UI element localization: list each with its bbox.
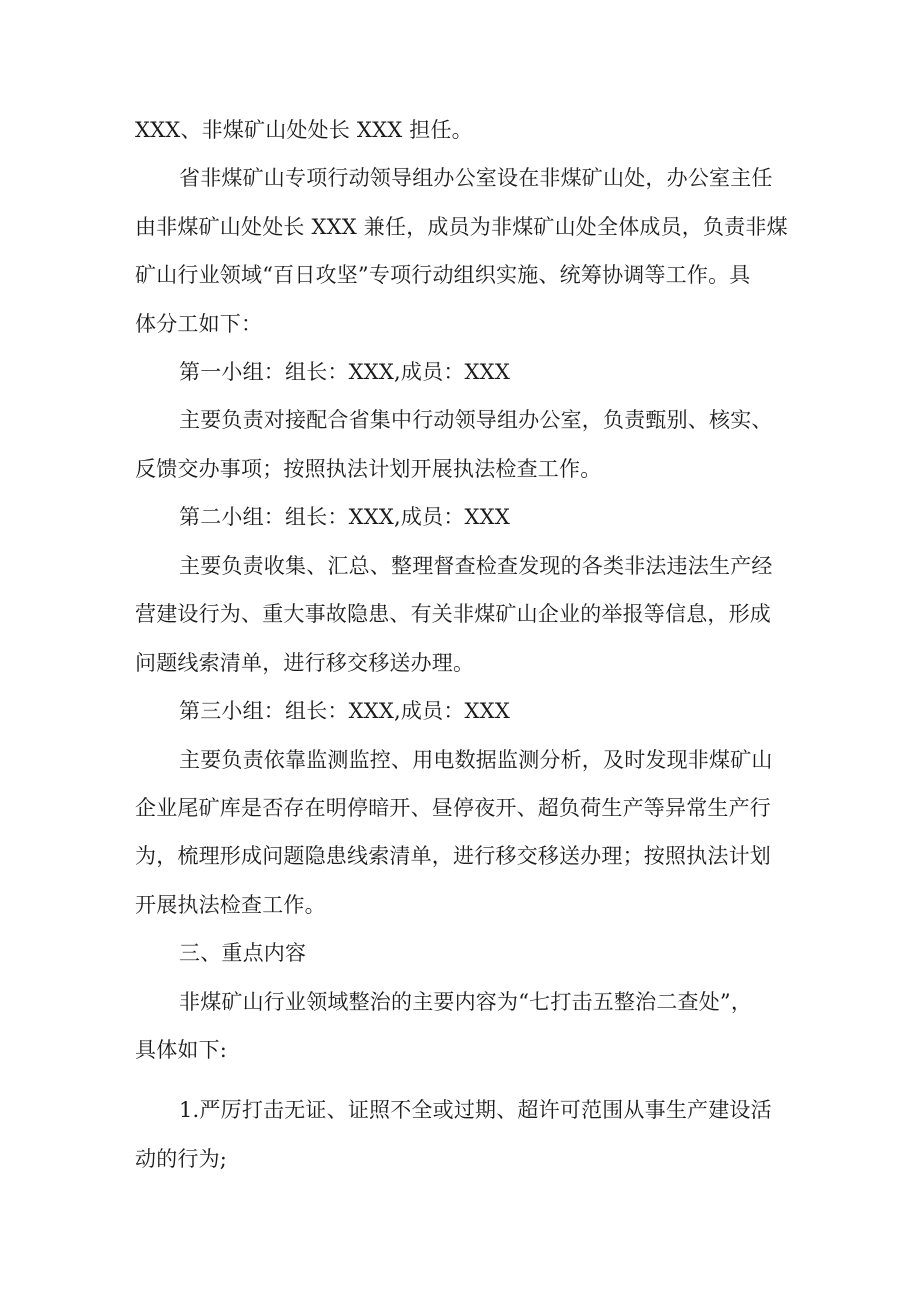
text-line: 非煤矿山行业领域整治的主要内容为“七打击五整治二查处”，	[179, 990, 753, 1014]
text-line: 矿山行业领域“百日攻坚”专项行动组织实施、统筹协调等工作。具	[135, 263, 751, 287]
group-heading-3: 第三小组：组长：XXX,成员：XXX	[179, 699, 510, 723]
text-line: 为，梳理形成问题隐患线索清单，进行移交移送办理；按照执法计划	[135, 844, 771, 868]
group-heading-1: 第一小组：组长：XXX,成员：XXX	[179, 360, 510, 384]
text-line: 主要负责依靠监测监控、用电数据监测分析，及时发现非煤矿山	[179, 748, 773, 772]
text-line: 体分工如下：	[135, 312, 263, 336]
text-line: 主要负责对接配合省集中行动领导组办公室，负责甄别、核实、	[179, 408, 773, 432]
text-line: 具体如下:	[135, 1038, 228, 1062]
text-line: 反馈交办事项；按照执法计划开展执法检查工作。	[135, 457, 602, 481]
text-line: 开展执法检查工作。	[135, 893, 326, 917]
text-line: 营建设行为、重大事故隐患、有关非煤矿山企业的举报等信息，形成	[135, 602, 771, 626]
text-line: 主要负责收集、汇总、整理督查检查发现的各类非法违法生产经	[179, 554, 773, 578]
group-heading-2: 第二小组：组长：XXX,成员：XXX	[179, 505, 510, 529]
list-item-1: 1.严厉打击无证、证照不全或过期、超许可范围从事生产建设活	[179, 1098, 772, 1122]
text-line: XXX、非煤矿山处处长 XXX 担任。	[135, 118, 473, 142]
text-line: 动的行为;	[135, 1147, 228, 1171]
text-line: 企业尾矿库是否存在明停暗开、昼停夜开、超负荷生产等异常生产行	[135, 796, 771, 820]
text-line: 省非煤矿山专项行动领导组办公室设在非煤矿山处，办公室主任	[179, 166, 773, 190]
section-heading: 三、重点内容	[179, 941, 307, 965]
text-line: 问题线索清单，进行移交移送办理。	[135, 651, 475, 675]
text-line: 由非煤矿山处处长 XXX 兼任，成员为非煤矿山处全体成员，负责非煤	[135, 215, 788, 239]
